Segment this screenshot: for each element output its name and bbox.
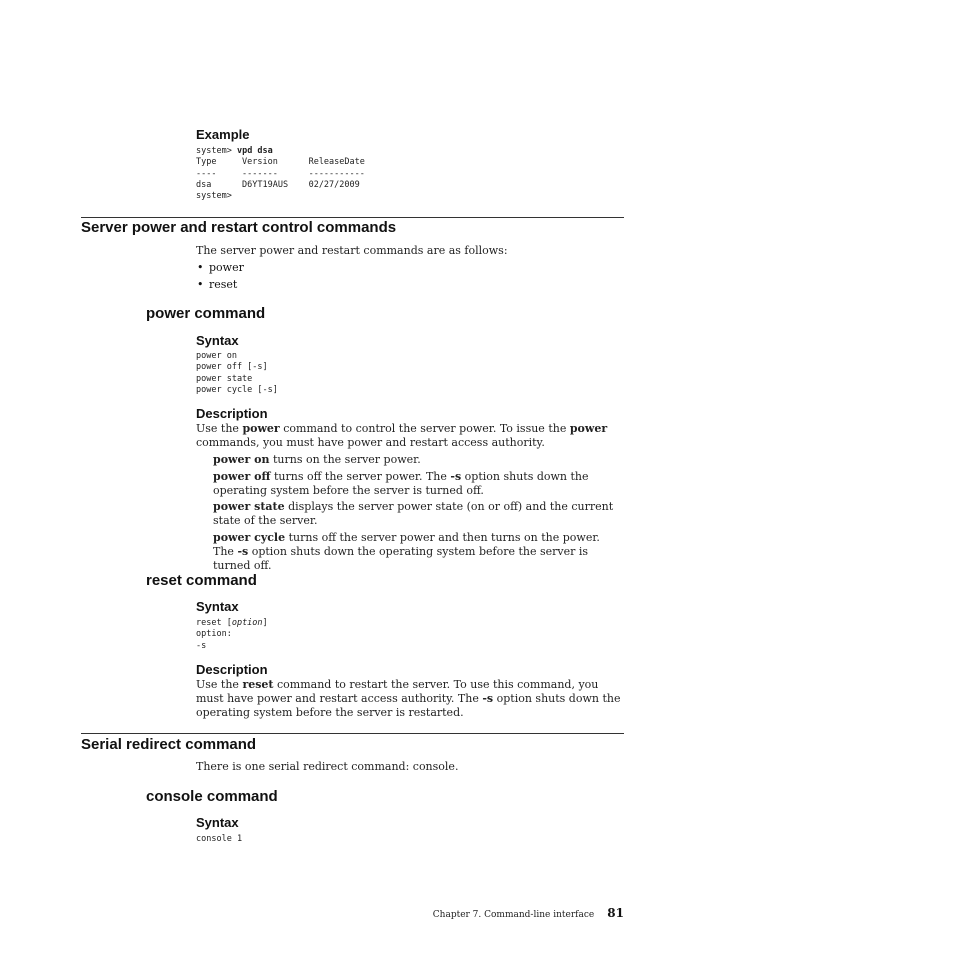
power-command-heading: power command (146, 305, 266, 322)
list-item: power (209, 261, 244, 274)
code-command: vpd dsa (236, 146, 273, 156)
server-power-intro: The server power and restart commands are as follows: (196, 244, 508, 257)
bullet-marker: • (197, 261, 204, 274)
page-footer (433, 902, 624, 921)
console-command-heading: console command (146, 788, 278, 805)
reset-description-heading: Description (196, 662, 268, 677)
power-description: Use the power command to control the server power. To issue the power commands, you must have power and restart access authority. (196, 422, 608, 449)
example-heading: Example (196, 127, 250, 142)
page-number: 81 (607, 906, 624, 920)
power-syntax-code: power on power off [-s] power state power cycle [-s] (196, 351, 278, 395)
section-heading-serial-redirect: Serial redirect command (81, 736, 257, 753)
list-item: reset (209, 278, 238, 291)
section-heading-server-power: Server power and restart control commands (81, 219, 397, 236)
console-syntax-code: console 1 (196, 834, 243, 844)
footer-chapter: Chapter 7. Command-line interface (432, 910, 595, 920)
bullet-marker: • (197, 278, 204, 291)
serial-redirect-intro: There is one serial redirect command: console. (196, 760, 459, 773)
reset-description: Use the reset command to restart the server. To use this command, you must have power and restart access authority. The -s option shuts down the operating system before the server is restarted. (196, 678, 621, 719)
option-power-state: power state displays the server power state (on or off) and the current state of the server. (213, 500, 614, 527)
console-syntax-heading: Syntax (196, 815, 239, 830)
option-power-off: power off turns off the server power. The -s option shuts down the operating system before the server is turned off. (213, 470, 589, 497)
option-power-cycle: power cycle turns off the server power and then turns on the power. The -s option shuts down the operating system before the server is turned off. (213, 531, 600, 572)
example-code (196, 146, 365, 202)
reset-syntax-heading: Syntax (196, 599, 239, 614)
code-output: Type Version ReleaseDate ---- ------- ----------- dsa D6YT19AUS 02/27/2009 system> (196, 157, 365, 202)
section-rule (81, 217, 624, 218)
power-syntax-heading: Syntax (196, 333, 239, 348)
power-description-heading: Description (196, 406, 268, 421)
reset-command-heading: reset command (146, 572, 257, 589)
reset-syntax-code: reset [option] option: -s (196, 618, 268, 651)
code-prompt: system> (196, 146, 237, 156)
section-rule (81, 733, 624, 734)
option-power-on: power on turns on the server power. (213, 453, 421, 466)
